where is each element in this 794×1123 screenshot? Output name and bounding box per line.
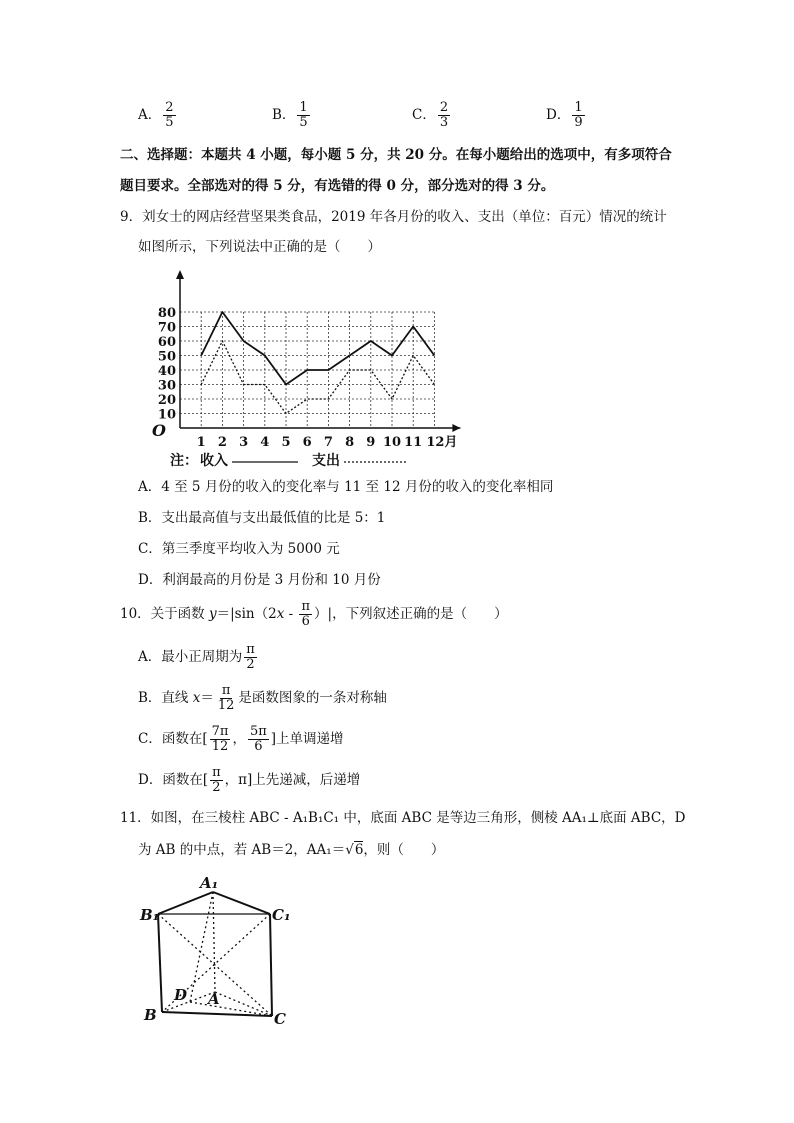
x-tick-label: 2 bbox=[217, 435, 227, 450]
legend-prefix: 注： bbox=[170, 453, 198, 469]
q9-option-d: D．利润最高的月份是 3 月份和 10 月份 bbox=[138, 572, 381, 588]
x-tick-label: 11 bbox=[404, 435, 423, 450]
q10-option-d: D．函数在[ $\frac{\pi}{2}$ ，π]上先递减，后递增 bbox=[138, 765, 361, 795]
x-tick-label: 12月 bbox=[426, 435, 458, 450]
q10-stem: 10．关于函数 y＝|sin（2x - $\frac{\pi}{6}$ ）|，下列叙述正确的是（ ） bbox=[120, 599, 508, 629]
y-tick-label: 80 bbox=[157, 306, 176, 321]
label-b1: B₁ bbox=[140, 906, 160, 924]
x-tick-label: 6 bbox=[302, 435, 312, 450]
label-c1: C₁ bbox=[272, 906, 291, 924]
y-tick-label: 70 bbox=[157, 320, 176, 336]
label-a: A bbox=[208, 990, 220, 1008]
q9-option-b: B．支出最高值与支出最低值的比是 5：1 bbox=[138, 510, 386, 526]
x-tick-label: 1 bbox=[196, 435, 206, 450]
y-tick-label: 10 bbox=[157, 407, 176, 423]
y-tick-labels bbox=[158, 306, 176, 423]
chart-axes bbox=[152, 270, 460, 440]
q8-option-a: A． $\frac{2}{5}$ bbox=[138, 100, 174, 130]
expense-line bbox=[201, 341, 434, 414]
q11-stem-line1: 11．如图，在三棱柱 ABC - A₁B₁C₁ 中，底面 ABC 是等边三角形，侧棱 AA₁⊥底面 ABC，D bbox=[120, 810, 686, 826]
q9-option-a: A．4 至 5 月份的收入的变化率与 11 至 12 月份的收入的变化率相同 bbox=[138, 479, 554, 495]
label-b: B bbox=[144, 1006, 157, 1024]
edge-a1-c1 bbox=[213, 892, 270, 914]
y-tick-label: 40 bbox=[157, 364, 176, 379]
q10-option-b: B．直线 x＝ $\frac{\pi}{12}$ 是函数图象的一条对称轴 bbox=[138, 683, 387, 713]
q10-option-c: C．函数在[ $\frac{7\pi}{12}$ ， $\frac{5\pi}{6}$ ]上单调递增 bbox=[138, 724, 344, 754]
section2-line2: 题目要求。全部选对的得 5 分，有选错的得 0 分，部分选对的得 3 分。 bbox=[120, 178, 555, 194]
label-a1: A₁ bbox=[200, 874, 219, 892]
q10-option-a: A．最小正周期为 $\frac{\pi}{2}$ bbox=[138, 642, 255, 672]
x-tick-label: 4 bbox=[260, 435, 270, 450]
edge-b1-a1 bbox=[158, 892, 213, 914]
x-tick-label: 7 bbox=[323, 435, 333, 450]
income-line bbox=[201, 312, 434, 385]
chart-legend bbox=[170, 452, 406, 469]
chart-series bbox=[201, 312, 434, 414]
y-tick-label: 60 bbox=[157, 335, 176, 350]
x-axis-arrow bbox=[452, 424, 460, 432]
q9-stem-line2: 如图所示，下列说法中正确的是（ ） bbox=[138, 239, 381, 255]
edge-b1-b bbox=[158, 914, 162, 1012]
y-tick-label: 50 bbox=[157, 349, 176, 365]
label-c: C bbox=[274, 1010, 286, 1028]
x-tick-label: 3 bbox=[239, 435, 249, 450]
x-tick-labels bbox=[197, 435, 458, 450]
origin-label: O bbox=[152, 421, 166, 440]
x-tick-label: 8 bbox=[345, 435, 355, 450]
q8-option-c: C． $\frac{2}{3}$ bbox=[412, 100, 449, 130]
legend-expense-label: 支出 bbox=[312, 453, 340, 469]
x-tick-label: 9 bbox=[366, 435, 376, 450]
income-expense-chart bbox=[138, 268, 458, 470]
legend-income-label: 收入 bbox=[200, 453, 228, 469]
q8-option-b: B． $\frac{1}{5}$ bbox=[272, 100, 308, 130]
y-tick-label: 30 bbox=[157, 378, 176, 394]
x-tick-label: 10 bbox=[382, 435, 402, 450]
q8-option-d: D． $\frac{1}{9}$ bbox=[546, 100, 583, 130]
y-axis-arrow bbox=[176, 270, 184, 279]
section2-line1: 二、选择题：本题共 4 小题，每小题 5 分，共 20 分。在每小题给出的选项中，有多项符合 bbox=[120, 147, 672, 163]
q9-stem-line1: 9．刘女士的网店经营坚果类食品，2019 年各月份的收入、支出（单位：百元）情况的统计 bbox=[120, 209, 667, 225]
segment-a1-d bbox=[190, 892, 213, 1002]
edge-a-c bbox=[215, 992, 272, 1016]
edge-c1-c bbox=[270, 914, 272, 1016]
y-tick-label: 20 bbox=[157, 393, 176, 408]
prism-figure bbox=[140, 872, 300, 1032]
q9-option-c: C．第三季度平均收入为 5000 元 bbox=[138, 541, 340, 557]
q11-stem-line2: 为 AB 的中点，若 AB＝2，AA₁＝√6，则（ ） bbox=[138, 842, 445, 858]
label-d: D bbox=[174, 986, 188, 1004]
edge-a1-a bbox=[213, 892, 215, 992]
x-tick-label: 5 bbox=[281, 435, 291, 450]
